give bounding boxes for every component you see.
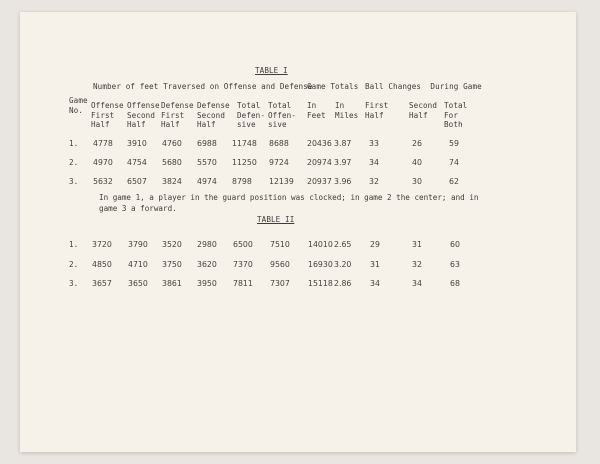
column-header: Offense Second Half bbox=[127, 101, 160, 130]
table-cell: 12139 bbox=[269, 177, 294, 186]
table-cell: 5680 bbox=[162, 158, 182, 167]
table-cell: 6500 bbox=[233, 240, 253, 249]
column-header: Total Defen- sive bbox=[237, 101, 266, 130]
table-cell: 6988 bbox=[197, 139, 217, 148]
table-cell: 5632 bbox=[93, 177, 113, 186]
table-cell: 9724 bbox=[269, 158, 289, 167]
table-cell: 11250 bbox=[232, 158, 257, 167]
table-cell: 31 bbox=[370, 260, 380, 269]
table-cell: 26 bbox=[412, 139, 422, 148]
column-header: Defense Second Half bbox=[197, 101, 230, 130]
table-cell: 3861 bbox=[162, 279, 182, 288]
column-header: Game No. bbox=[69, 96, 88, 115]
game-number: 3. bbox=[69, 279, 79, 288]
table-cell: 4850 bbox=[92, 260, 112, 269]
table-cell: 3750 bbox=[162, 260, 182, 269]
table-cell: 2.86 bbox=[334, 279, 352, 288]
table-cell: 8688 bbox=[269, 139, 289, 148]
document-page bbox=[20, 12, 576, 452]
table-cell: 32 bbox=[412, 260, 422, 269]
table-cell: 7307 bbox=[270, 279, 290, 288]
table-cell: 29 bbox=[370, 240, 380, 249]
game-number: 1. bbox=[69, 139, 79, 148]
game-note: In game 1, a player in the guard position was clocked; in game 2 the center; and in game 3 a forward. bbox=[99, 193, 479, 213]
table-cell: 3790 bbox=[128, 240, 148, 249]
table-cell: 11748 bbox=[232, 139, 257, 148]
table-cell: 20937 bbox=[307, 177, 332, 186]
table-cell: 60 bbox=[450, 240, 460, 249]
table-2-title: TABLE II bbox=[257, 215, 295, 224]
table-cell: 34 bbox=[370, 279, 380, 288]
table-cell: 3620 bbox=[197, 260, 217, 269]
table-cell: 4760 bbox=[162, 139, 182, 148]
game-number: 3. bbox=[69, 177, 79, 186]
table-cell: 31 bbox=[412, 240, 422, 249]
table-cell: 3650 bbox=[128, 279, 148, 288]
group-header-game-totals: Game Totals bbox=[307, 82, 359, 91]
table-cell: 30 bbox=[412, 177, 422, 186]
table-cell: 59 bbox=[449, 139, 459, 148]
table-cell: 3657 bbox=[92, 279, 112, 288]
table-cell: 3.96 bbox=[334, 177, 352, 186]
table-cell: 16930 bbox=[308, 260, 333, 269]
table-cell: 9560 bbox=[270, 260, 290, 269]
table-cell: 7510 bbox=[270, 240, 290, 249]
table-cell: 32 bbox=[369, 177, 379, 186]
column-header: Total For Both bbox=[444, 101, 468, 130]
table-cell: 34 bbox=[412, 279, 422, 288]
table-cell: 4974 bbox=[197, 177, 217, 186]
column-header: Total Offen- sive bbox=[268, 101, 297, 130]
table-cell: 3824 bbox=[162, 177, 182, 186]
table-cell: 74 bbox=[449, 158, 459, 167]
table-cell: 3.97 bbox=[334, 158, 352, 167]
column-header: First Half bbox=[365, 101, 389, 120]
column-header: In Feet bbox=[307, 101, 326, 120]
table-cell: 7811 bbox=[233, 279, 253, 288]
table-cell: 20436 bbox=[307, 139, 332, 148]
table-cell: 40 bbox=[412, 158, 422, 167]
table-1-title: TABLE I bbox=[255, 66, 288, 75]
table-cell: 68 bbox=[450, 279, 460, 288]
table-cell: 34 bbox=[369, 158, 379, 167]
game-number: 2. bbox=[69, 260, 79, 269]
table-cell: 3520 bbox=[162, 240, 182, 249]
column-header: In Miles bbox=[335, 101, 359, 120]
table-cell: 3950 bbox=[197, 279, 217, 288]
group-header-feet: Number of feet Traversed on Offense and Defense bbox=[93, 82, 313, 91]
table-cell: 8798 bbox=[232, 177, 252, 186]
table-cell: 20974 bbox=[307, 158, 332, 167]
table-cell: 14010 bbox=[308, 240, 333, 249]
table-cell: 7370 bbox=[233, 260, 253, 269]
column-header: Defense First Half bbox=[161, 101, 194, 130]
game-number: 2. bbox=[69, 158, 79, 167]
table-cell: 4710 bbox=[128, 260, 148, 269]
table-cell: 3910 bbox=[127, 139, 147, 148]
table-cell: 15118 bbox=[308, 279, 333, 288]
game-number: 1. bbox=[69, 240, 79, 249]
column-header: Second Half bbox=[409, 101, 438, 120]
table-cell: 5570 bbox=[197, 158, 217, 167]
table-cell: 33 bbox=[369, 139, 379, 148]
table-cell: 2980 bbox=[197, 240, 217, 249]
table-cell: 3720 bbox=[92, 240, 112, 249]
table-cell: 4778 bbox=[93, 139, 113, 148]
column-header: Offense First Half bbox=[91, 101, 124, 130]
table-cell: 2.65 bbox=[334, 240, 352, 249]
table-cell: 4970 bbox=[93, 158, 113, 167]
table-cell: 3.20 bbox=[334, 260, 352, 269]
table-cell: 4754 bbox=[127, 158, 147, 167]
table-cell: 6507 bbox=[127, 177, 147, 186]
table-cell: 63 bbox=[450, 260, 460, 269]
group-header-ball-changes: Ball Changes During Game bbox=[365, 82, 482, 91]
table-cell: 3.87 bbox=[334, 139, 352, 148]
table-cell: 62 bbox=[449, 177, 459, 186]
